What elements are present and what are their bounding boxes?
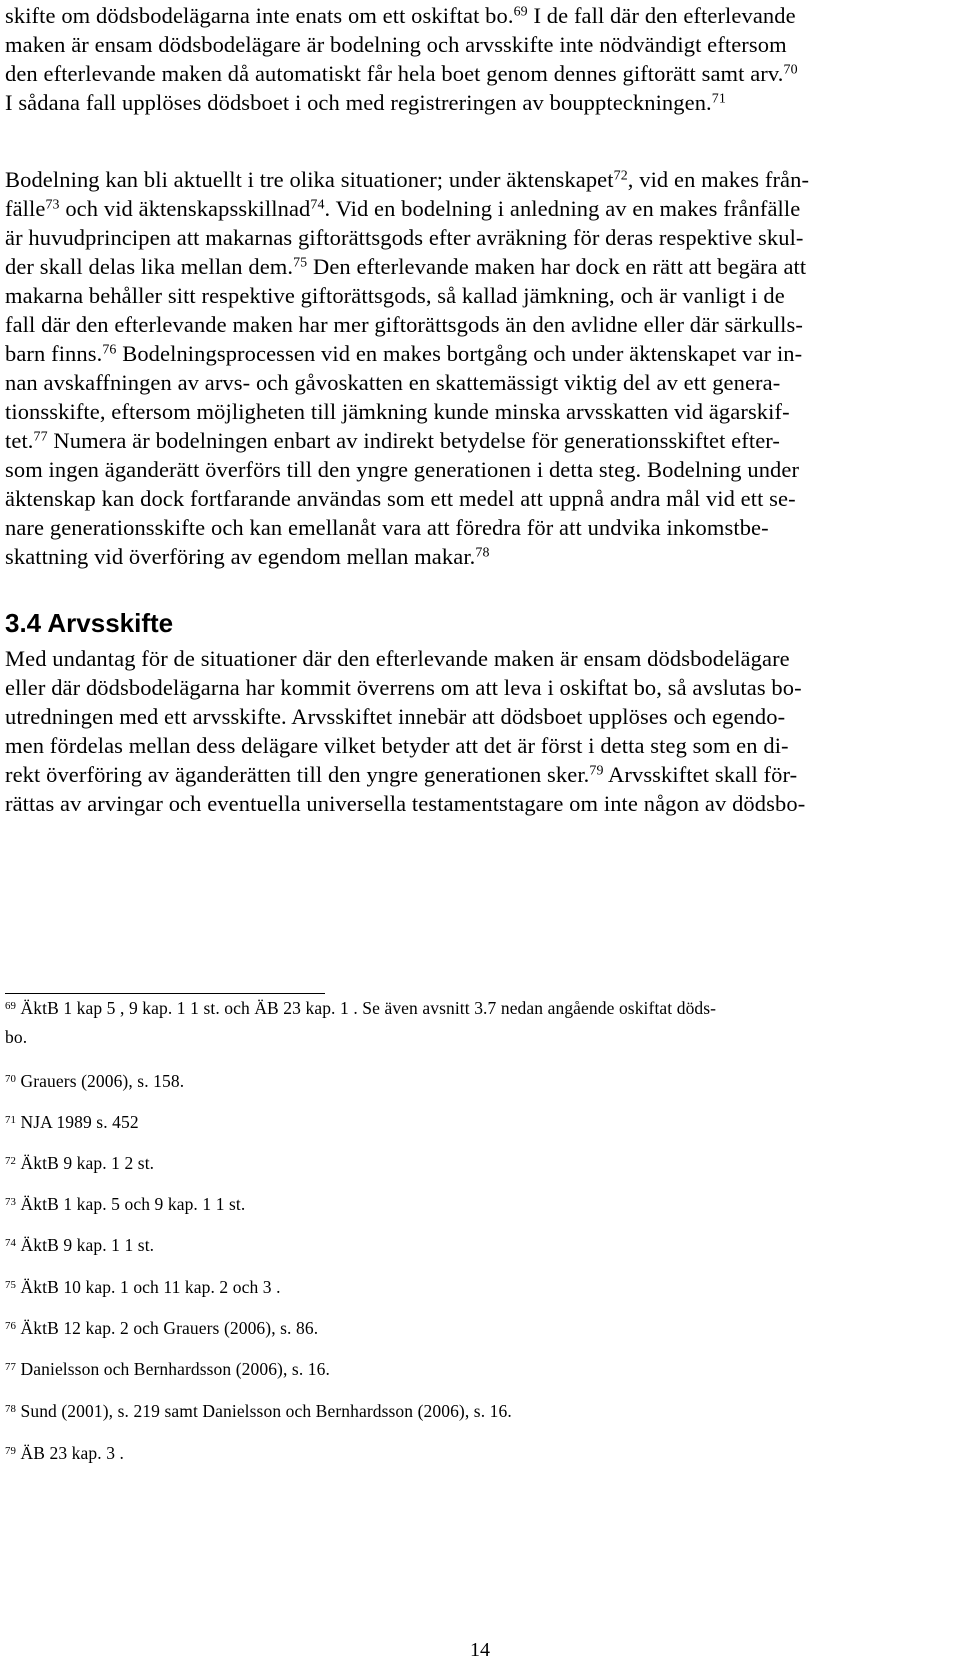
text-run: maken är ensam dödsbodelägare är bodelning och arvsskifte inte nödvändigt eftersom	[5, 32, 787, 57]
text-run: skattning vid överföring av egendom mellan makar.	[5, 544, 476, 569]
text-run: ÄktB 1 kap 5 , 9 kap. 1 1 st. och ÄB 23 kap. 1 . Se även avsnitt 3.7 nedan angående oskiftat döds-	[16, 998, 717, 1018]
text-run: Den efterlevande maken har dock en rätt att begära att	[307, 254, 807, 279]
text-line	[5, 759, 797, 791]
text-line	[5, 454, 799, 486]
footnote-ref: 73	[45, 197, 60, 213]
footnote-line	[5, 1440, 124, 1466]
footnote-line	[5, 1398, 512, 1424]
section-heading: 3.4 Arvsskifte	[5, 608, 174, 638]
text-run: skifte om dödsbodelägarna inte enats om ett oskiftat bo.	[5, 3, 514, 28]
page-number: 14	[470, 1639, 490, 1661]
footnote-ref: 74	[310, 197, 325, 213]
text-run: ÄktB 9 kap. 1 2 st.	[16, 1153, 155, 1173]
text-run: eller där dödsbodelägarna har kommit överrens om att leva i oskiftat bo, så avslutas bo-	[5, 675, 802, 700]
footnote-ref: 71	[711, 91, 726, 107]
footnote-ref: 69	[5, 1000, 17, 1013]
text-line	[5, 58, 798, 90]
footnote-line	[5, 1315, 318, 1341]
text-line	[5, 425, 780, 457]
footnote-line	[5, 1356, 330, 1382]
text-line	[5, 730, 789, 762]
text-run: Bodelning kan bli aktuellt i tre olika situationer; under äktenskapet	[5, 167, 614, 192]
text-line	[5, 367, 780, 399]
footnote-line	[5, 1150, 154, 1176]
footnote-ref: 74	[5, 1237, 17, 1250]
text-run: den efterlevande maken då automatiskt får hela boet genom dennes giftorätt samt arv.	[5, 61, 784, 86]
text-line	[5, 0, 796, 32]
text-run: . Vid en bodelning i anledning av en makes frånfälle	[324, 196, 801, 221]
text-line	[5, 541, 490, 573]
footnote-separator	[5, 993, 325, 994]
text-run: Numera är bodelningen enbart av indirekt betydelse för generationsskiftet efter-	[47, 428, 781, 453]
footnote-ref: 73	[5, 1196, 17, 1209]
text-line	[5, 701, 785, 733]
footnote-ref: 72	[5, 1155, 17, 1168]
text-run: rättas av arvingar och eventuella universella testamentstagare om inte någon av dödsbo-	[5, 791, 806, 816]
footnote-line	[5, 995, 716, 1021]
text-line	[5, 788, 805, 820]
text-run: ÄktB 12 kap. 2 och Grauers (2006), s. 86.	[16, 1318, 319, 1338]
text-run: nan avskaffningen av arvs- och gåvoskatten en skattemässigt viktig del av ett genera-	[5, 370, 781, 395]
text-run: bo.	[5, 1027, 28, 1047]
footnote-ref: 79	[5, 1445, 17, 1458]
footnote-line	[5, 1191, 245, 1217]
text-run: Bodelningsprocessen vid en makes bortgång och under äktenskapet var in-	[116, 341, 803, 366]
text-run: men fördelas mellan dess delägare vilket betyder att det är först i detta steg som en di-	[5, 733, 789, 758]
text-run: tionsskifte, eftersom möjligheten till jämkning kunde minska arvsskatten vid ägarskif-	[5, 399, 790, 424]
text-run: nare generationsskifte och kan emellanåt vara att föredra för att undvika inkomstbe-	[5, 515, 769, 540]
text-run: ÄktB 1 kap. 5 och 9 kap. 1 1 st.	[16, 1194, 246, 1214]
footnote-line	[5, 1274, 281, 1300]
footnote-ref: 72	[613, 168, 628, 184]
text-run: fall där den efterlevande maken har mer giftorättsgods än den avlidne eller där särkulls-	[5, 312, 803, 337]
text-line	[5, 512, 769, 544]
text-run: är huvudprincipen att makarnas giftorättsgods efter avräkning för deras respektive skul-	[5, 225, 804, 250]
text-run: rekt överföring av äganderätten till den yngre generationen sker.	[5, 762, 590, 787]
text-run: Med undantag för de situationer där den efterlevande maken är ensam dödsbodelägare	[5, 646, 790, 671]
footnote-ref: 71	[5, 1114, 17, 1127]
footnote-ref: 69	[513, 4, 528, 20]
text-line	[5, 193, 800, 225]
text-line	[5, 280, 785, 312]
text-run: fälle	[5, 196, 46, 221]
text-run: , vid en makes från-	[627, 167, 810, 192]
footnote-line	[5, 1068, 184, 1094]
footnote-ref: 77	[33, 429, 48, 445]
text-line	[5, 222, 804, 254]
footnote-line	[5, 1109, 139, 1135]
text-run: ÄB 23 kap. 3 .	[16, 1443, 124, 1463]
text-run: der skall delas lika mellan dem.	[5, 254, 294, 279]
text-run: och vid äktenskapsskillnad	[59, 196, 311, 221]
text-line	[5, 251, 806, 283]
text-line	[5, 87, 726, 119]
text-run: utredningen med ett arvsskifte. Arvsskiftet innebär att dödsboet upplöses och egendo-	[5, 704, 786, 729]
text-run: makarna behåller sitt respektive giftorättsgods, så kallad jämkning, och är vanligt i de	[5, 283, 785, 308]
footnote-ref: 70	[5, 1073, 17, 1086]
text-run: ÄktB 9 kap. 1 1 st.	[16, 1235, 155, 1255]
footnote-ref: 77	[5, 1361, 17, 1374]
footnote-ref: 70	[783, 62, 798, 78]
footnote-ref: 76	[5, 1320, 17, 1333]
text-run: tet.	[5, 428, 34, 453]
text-line	[5, 672, 802, 704]
footnote-ref: 79	[589, 763, 604, 779]
footnote-ref: 75	[293, 255, 308, 271]
text-run: barn finns.	[5, 341, 103, 366]
text-line	[5, 309, 803, 341]
footnote-line	[5, 1232, 154, 1258]
text-run: I de fall där den efterlevande	[527, 3, 796, 28]
text-run: Arvsskiftet skall för-	[603, 762, 798, 787]
text-run: I sådana fall upplöses dödsboet i och med registreringen av bouppteckningen.	[5, 90, 712, 115]
text-line	[5, 643, 790, 675]
footnote-ref: 78	[5, 1403, 17, 1416]
text-run: som ingen äganderätt överförs till den yngre generationen i detta steg. Bodelning under	[5, 457, 800, 482]
footnote-line	[5, 1024, 27, 1050]
footnote-ref: 76	[102, 342, 117, 358]
footnote-ref: 75	[5, 1279, 17, 1292]
footnote-ref: 78	[475, 545, 490, 561]
text-run: Grauers (2006), s. 158.	[16, 1071, 185, 1091]
text-run: ÄktB 10 kap. 1 och 11 kap. 2 och 3 .	[16, 1277, 281, 1297]
text-line	[5, 338, 802, 370]
text-line	[5, 164, 809, 196]
text-run: Sund (2001), s. 219 samt Danielsson och Bernhardsson (2006), s. 16.	[16, 1401, 512, 1421]
text-line	[5, 396, 790, 428]
text-line	[5, 483, 796, 515]
text-run: NJA 1989 s. 452	[16, 1112, 139, 1132]
text-line	[5, 29, 787, 61]
text-run: Danielsson och Bernhardsson (2006), s. 16.	[16, 1359, 330, 1379]
text-run: äktenskap kan dock fortfarande användas som ett medel att uppnå andra mål vid ett se-	[5, 486, 796, 511]
